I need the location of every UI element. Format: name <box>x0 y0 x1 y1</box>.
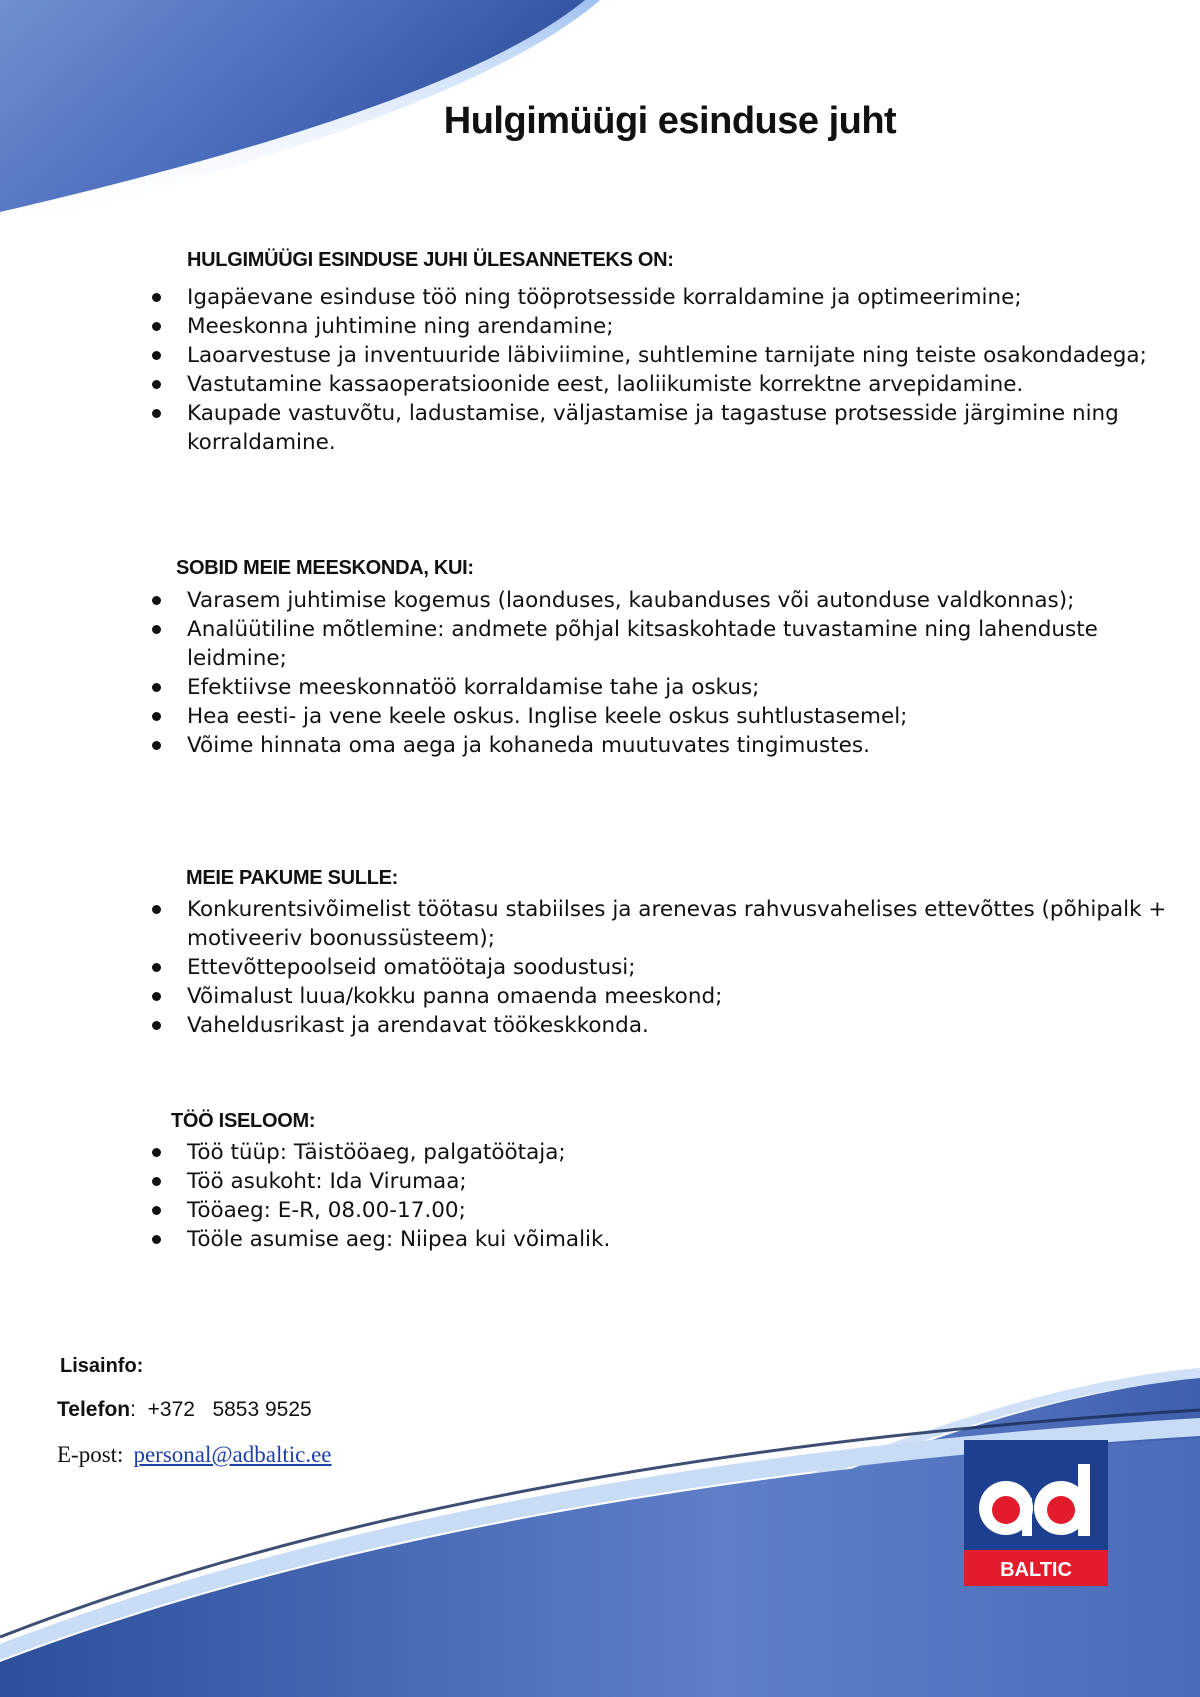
list-item: Vaheldusrikast ja arendavat töökeskkonda. <box>150 1011 1170 1040</box>
list-item: Kaupade vastuvõtu, ladustamise, väljastamise ja tagastuse protsesside järgimine ning korraldamine. <box>150 399 1170 457</box>
list-item: Tööaeg: E-R, 08.00-17.00; <box>150 1196 1170 1225</box>
list-item: Võime hinnata oma aega ja kohaneda muutuvates tingimustes. <box>150 731 1170 760</box>
list-item: Varasem juhtimise kogemus (laonduses, kaubanduses või autonduse valdkonnas); <box>150 586 1170 615</box>
list-item: Hea eesti- ja vene keele oskus. Inglise keele oskus suhtlustasemel; <box>150 702 1170 731</box>
duties-list <box>150 283 1170 457</box>
email-label: E-post: <box>57 1442 124 1467</box>
list-item: Meeskonna juhtimine ning arendamine; <box>150 312 1170 341</box>
list-item: Laoarvestuse ja inventuuride läbiviimine, suhtlemine tarnijate ning teiste osakondadega; <box>150 341 1170 370</box>
requirements-list <box>150 586 1170 760</box>
section-heading-requirements: SOBID MEIE MEESKONDA, KUI: <box>176 557 474 579</box>
list-item: Efektiivse meeskonnatöö korraldamise tahe ja oskus; <box>150 673 1170 702</box>
phone-row <box>57 1398 312 1422</box>
offer-list <box>150 895 1170 1040</box>
list-item: Analüütiline mõtlemine: andmete põhjal kitsaskohtade tuvastamine ning lahenduste leidmine; <box>150 615 1170 673</box>
email-link[interactable]: personal@adbaltic.ee <box>133 1442 332 1467</box>
list-item: Ettevõttepoolseid omatöötaja soodustusi; <box>150 953 1170 982</box>
contact-label: Lisainfo: <box>60 1355 144 1377</box>
page-title: Hulgimüügi esinduse juht <box>443 100 897 142</box>
list-item: Töö tüüp: Täistööaeg, palgatöötaja; <box>150 1138 1170 1167</box>
job-details-list <box>150 1138 1170 1254</box>
phone-value[interactable]: +372 5853 9525 <box>147 1398 312 1421</box>
list-item: Võimalust luua/kokku panna omaenda meeskond; <box>150 982 1170 1011</box>
logo-mark: ad <box>864 1340 866 1341</box>
section-heading-job-details: TÖÖ ISELOOM: <box>171 1110 316 1132</box>
phone-separator: : <box>130 1398 148 1421</box>
email-row <box>57 1442 332 1468</box>
logo-text: BALTIC <box>1000 1559 1072 1581</box>
section-heading-duties: HULGIMÜÜGI ESINDUSE JUHI ÜLESANNETEKS ON: <box>187 249 674 271</box>
phone-label: Telefon <box>57 1398 131 1421</box>
ad-baltic-logo <box>864 1340 1108 1586</box>
list-item: Tööle asumise aeg: Niipea kui võimalik. <box>150 1225 1170 1254</box>
list-item: Konkurentsivõimelist töötasu stabiilses ja arenevas rahvusvahelises ettevõttes (põhipalk + motiveeriv boonussüsteem); <box>150 895 1170 953</box>
list-item: Vastutamine kassaoperatsioonide eest, laoliikumiste korrektne arvepidamine. <box>150 370 1170 399</box>
section-heading-offer: MEIE PAKUME SULLE: <box>186 867 399 889</box>
list-item: Töö asukoht: Ida Virumaa; <box>150 1167 1170 1196</box>
list-item: Igapäevane esinduse töö ning tööprotsesside korraldamine ja optimeerimine; <box>150 283 1170 312</box>
